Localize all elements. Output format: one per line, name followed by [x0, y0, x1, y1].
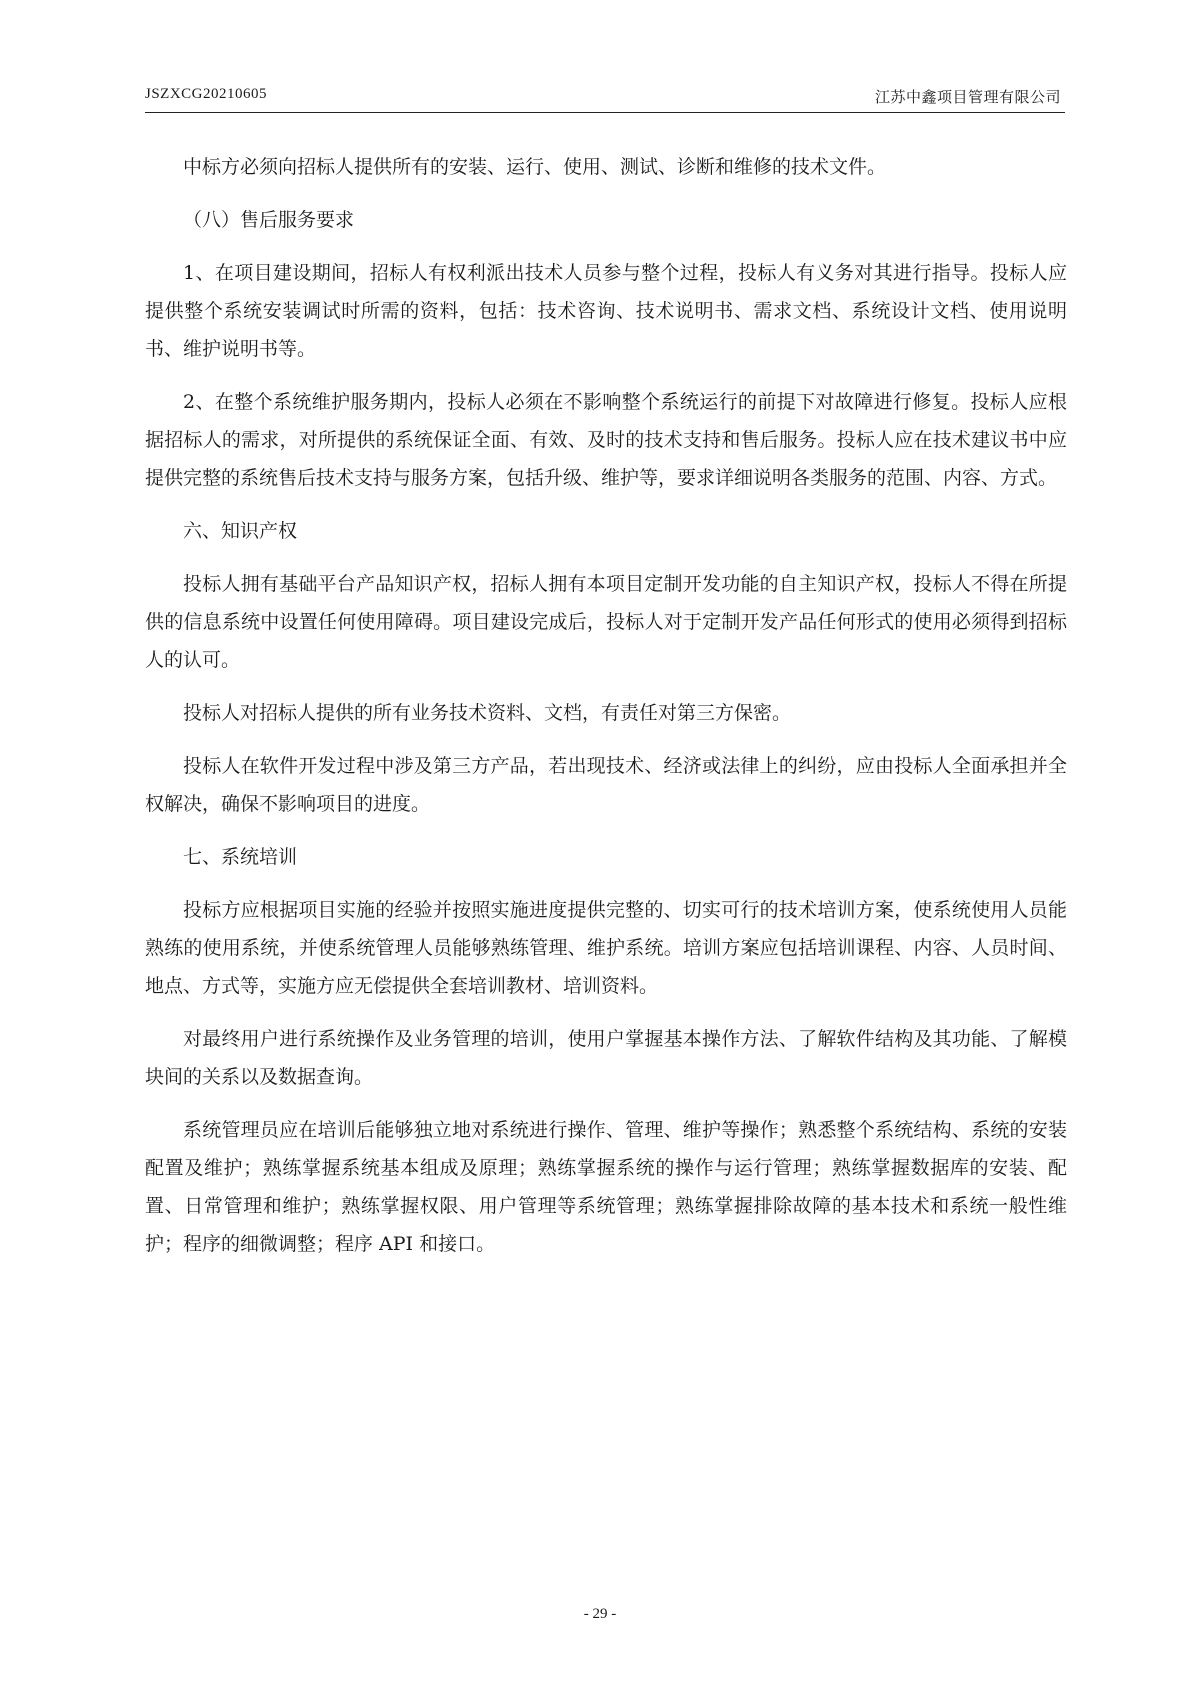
section-heading: 七、系统培训 — [183, 846, 298, 868]
page-header — [145, 86, 1065, 113]
paragraph: 投标人拥有基础平台产品知识产权，招标人拥有本项目定制开发功能的自主知识产权，投标人不得在所提供的信息系统中设置任何使用障碍。项目建设完成后，投标人对于定制开发产品任何形式的使用必须得到招标人的认可。 — [145, 573, 1067, 671]
paragraph: 2、在整个系统维护服务期内，投标人必须在不影响整个系统运行的前提下对故障进行修复。投标人应根据招标人的需求，对所提供的系统保证全面、有效、及时的技术支持和售后服务。投标人应在技术建议书中应提供完整的系统售后技术支持与服务方案，包括升级、维护等，要求详细说明各类服务的范围、内容、方式。 — [145, 391, 1067, 489]
paragraph: 1、在项目建设期间，招标人有权利派出技术人员参与整个过程，投标人有义务对其进行指导。投标人应提供整个系统安装调试时所需的资料，包括：技术咨询、技术说明书、需求文档、系统设计文档、使用说明书、维护说明书等。 — [145, 262, 1067, 360]
paragraph: 投标方应根据项目实施的经验并按照实施进度提供完整的、切实可行的技术培训方案，使系统使用人员能熟练的使用系统，并使系统管理人员能够熟练管理、维护系统。培训方案应包括培训课程、内容、人员时间、地点、方式等，实施方应无偿提供全套培训教材、培训资料。 — [145, 899, 1067, 997]
paragraph: 投标人在软件开发过程中涉及第三方产品，若出现技术、经济或法律上的纠纷，应由投标人全面承担并全权解决，确保不影响项目的进度。 — [145, 755, 1067, 815]
section-heading: （八）售后服务要求 — [183, 209, 355, 231]
document-body — [145, 148, 1067, 1278]
paragraph: 对最终用户进行系统操作及业务管理的培训，使用户掌握基本操作方法、了解软件结构及其功能、了解模块间的关系以及数据查询。 — [145, 1028, 1067, 1088]
document-code: JSZXCG20210605 — [145, 86, 268, 102]
page-number: - 29 - — [583, 1606, 617, 1622]
paragraph: 中标方必须向招标人提供所有的安装、运行、使用、测试、诊断和维修的技术文件。 — [183, 156, 887, 178]
paragraph: 系统管理员应在培训后能够独立地对系统进行操作、管理、维护等操作；熟悉整个系统结构、系统的安装配置及维护；熟练掌握系统基本组成及原理；熟练掌握系统的操作与运行管理；熟练掌握数据库的安装、配置、日常管理和维护；熟练掌握权限、用户管理等系统管理；熟练掌握排除故障的基本技术和系统一般性维护；程序的细微调整；程序 API 和接口。 — [145, 1119, 1067, 1255]
company-name: 江苏中鑫项目管理有限公司 — [874, 88, 1061, 106]
section-heading: 六、知识产权 — [183, 520, 298, 542]
paragraph: 投标人对招标人提供的所有业务技术资料、文档，有责任对第三方保密。 — [183, 702, 792, 724]
